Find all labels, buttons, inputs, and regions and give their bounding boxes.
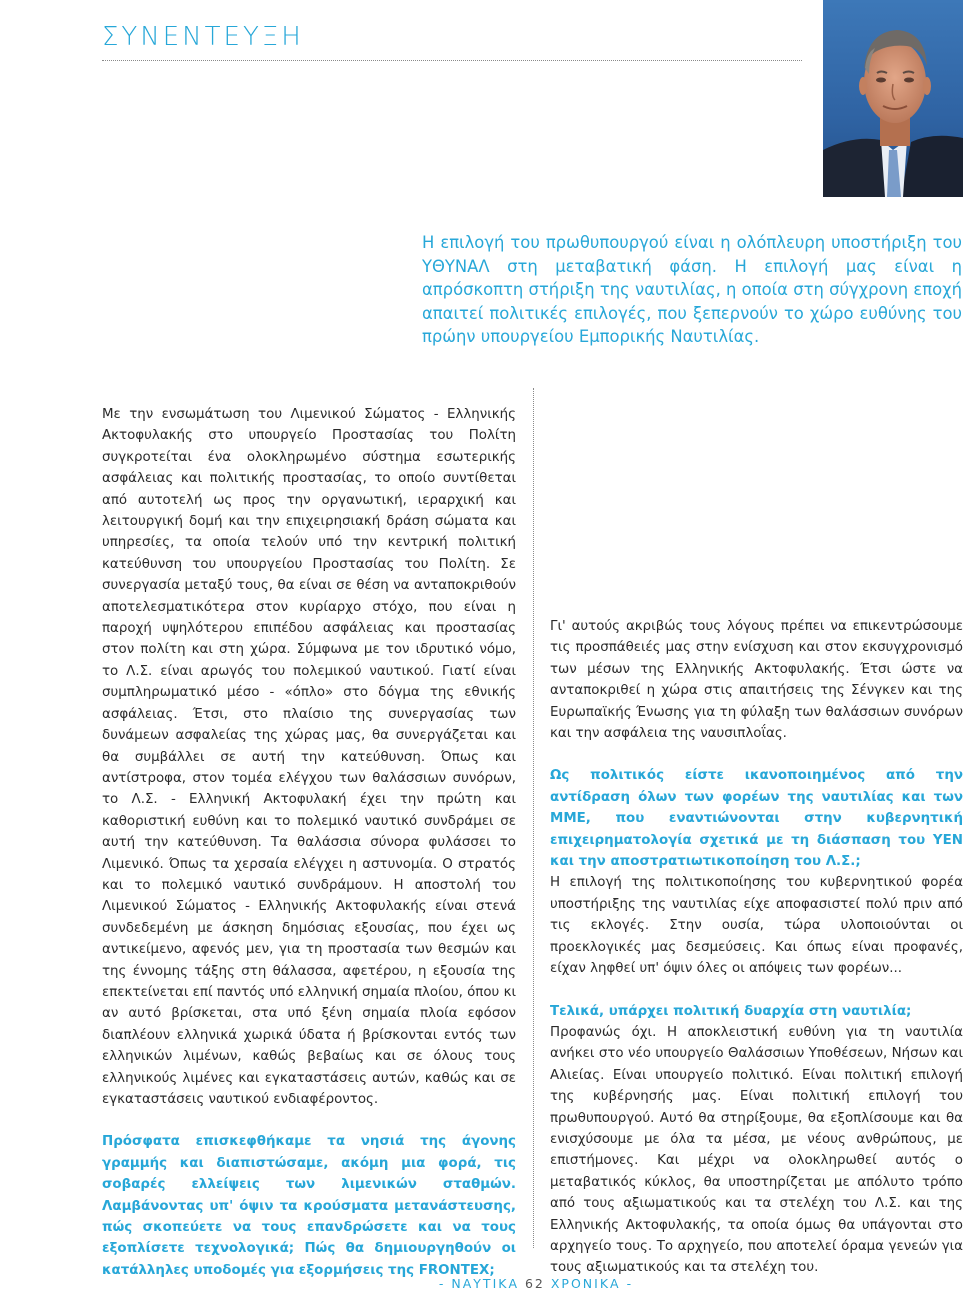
question-paragraph: Ως πολιτικός είστε ικανοποιημένος από την αντίδραση όλων των φορέων της ναυτιλίας και των ΜΜΕ, που εναντιώνονται στην κυβερνητική επιχειρηματολογία σχετικά με τη διάσπαση του ΥΕΝ και την αποστρατιωτικοποίηση του Λ.Σ.; bbox=[550, 768, 963, 870]
answer-paragraph: Με την ενσωμάτωση του Λιμενικού Σώματος - Ελληνικής Ακτοφυλακής στο υπουργείο Προστασίας του Πολίτη συγκροτείται ένα ολοκληρωμένο σύστημα εσωτερικής ασφάλειας και πολιτικής προστασίας, το οποίο συντίθεται από αυτοτελή ως προς την οργανωτική, ιεραρχική και λειτουργική δομή και την επιχειρησιακή δράση σώματα και υπηρεσίες, τα οποία τελούν υπό την κεντρική πολιτική κατεύθυνση του υπουργείου Προστασίας του Πολίτη. Σε συνεργασία μεταξύ τους, θα είναι σε θέση να ανταποκριθούν αποτελεσματικότερα στον κυρίαρχο στόχο, που είναι η παροχή υψηλότερου επιπέδου ασφάλειας και προστασίας στον πολίτη και στη χώρα. Σύμφωνα με τον ιδρυτικό νόμο, το Λ.Σ. είναι αρωγός του πολεμικού ναυτικού. Γιατί είναι συμπληρωματικό μέσο - «όπλο» στο δόγμα της εθνικής ασφάλειας. Έτσι, στο πλαίσιο της συνεργασίας των δυνάμεων ασφαλείας της χώρας μας, θα συνεργάζεται και θα συμβάλλει σε αυτή την κατεύθυνση. Όπως και αντίστροφα, στον τομέα ελέγχου των θαλάσσιων συνόρων, το Λ.Σ. - Ελληνική Ακτοφυλακή έχει την πρώτη και καθοριστική ευθύνη και το πολεμικό ναυτικό συνδράμει σε αυτή την κατεύθυνση. Τα θαλάσσια σύνορα φυλάσσει το Λιμενικό. Όπως τα χερσαία ελέγχει η αστυνομία. Ο στρατός και το πολεμικό ναυτικό συνδράμουν. Η αποστολή του Λιμενικού Σώματος - Ελληνικής Ακτοφυλακής είναι στενά συνδεδεμένη με άσκηση δημόσιας εξουσίας, που έχει ως αντικείμενο, αφενός μεν, για τη προστασία των θεσμών και της έννομης τάξης στη θάλασσα, αφετέρου, η εξουσία της επεκτείνεται επί παντός υπό ελληνική σημαία πλοίου, όπου κι αν αυτό βρίσκεται, στα υπό ξένη σημαία πλοία εφόσον διαπλέουν ελληνικά χωρικά ύδατα ή βρίσκονται εντός των ελληνικών λιμένων, καθώς βεβαίως και σε όλους τους ελληνικούς λιμένες και εγκαταστάσεις αυτών, καθώς και σε εγκαταστάσεις ναυτικού ενδιαφέροντος. bbox=[102, 407, 516, 1107]
interviewee-photo bbox=[823, 0, 963, 197]
footer-suffix: ΧΡΟΝΙΚΑ - bbox=[544, 1276, 634, 1291]
answer-paragraph: Η επιλογή της πολιτικοποίησης του κυβερνητικού φορέα υποστήριξης της ναυτιλίας είχε αποφασιστεί πολύ πριν από τις εκλογές. Στην ουσία, τώρα υλοποιούνται οι προεκλογικές μας δεσμεύσεις. Και όπως είναι προφανές, είχαν ληφθεί υπ' όψιν όλες οι απόψεις των φορέων... bbox=[550, 875, 963, 977]
page-number: 62 bbox=[524, 1276, 545, 1291]
section-title: ΣΥΝΕΝΤΕΥΞΗ bbox=[102, 22, 304, 52]
right-column bbox=[550, 616, 963, 1279]
answer-paragraph: Γι' αυτούς ακριβώς τους λόγους πρέπει να επικεντρώσουμε τις προσπάθειές μας στην ενίσχυση και στον εκσυγχρονισμό των μέσων της Ελληνικής Ακτοφυλακής. Έτσι ώστε να ανταποκριθεί η χώρα στις απαιτήσεις της Σένγκεν και της Ευρωπαϊκής Ένωσης για τη φύλαξη των θαλάσσιων συνόρων και την ασφάλεια της ναυσιπλοΐας. bbox=[550, 619, 963, 742]
left-column bbox=[102, 404, 516, 1281]
header-dotted-rule bbox=[102, 60, 802, 61]
answer-paragraph: Προφανώς όχι. Η αποκλειστική ευθύνη για τη ναυτιλία ανήκει στο νέο υπουργείο Θαλάσσιων Υποθέσεων, Νήσων και Αλιείας. Είναι υπουργείο πολιτικό. Είναι πολιτική επιλογή της κυβέρνησής μας. Είναι πολιτική επιλογή του πρωθυπουργού. Αυτό θα στηρίξουμε, θα εξοπλίσουμε και θα ενισχύσουμε με όλα τα μέσα, με νέους ανθρώπους, με επιστήμονες. Και μέχρι να ολοκληρωθεί αυτός ο μεταβατικός κύκλος, θα υποστηρίζεται με απόλυτο τρόπο από τους αξιωματικούς και τα στελέχη του Λ.Σ. και της Ελληνικής Ακτοφυλακής, τα οποία όμως θα υπάγονται στο αρχηγείο τους. Το αρχηγείο, που αποτελεί όραμα γενεών για τους αξιωματικούς και τα στελέχη του. bbox=[550, 1024, 963, 1276]
column-divider bbox=[533, 388, 534, 1248]
pull-quote: Η επιλογή του πρωθυπουργού είναι η ολόπλευρη υποστήριξη του ΥΘΥΝΑΛ στη μεταβατική φάση. Η επιλογή μας είναι η απρόσκοπτη στήριξη της ναυτιλίας, η οποία στη σύγχρονη εποχή απαιτεί πολιτικές επιλογές, που ξεπερνούν το χώρο ευθύνης του πρώην υπουργείου Εμπορικής Ναυτιλίας. bbox=[422, 233, 962, 347]
question-paragraph: Τελικά, υπάρχει πολιτική δυαρχία στη ναυτιλία; bbox=[550, 1003, 912, 1019]
question-paragraph: Πρόσφατα επισκεφθήκαμε τα νησιά της άγονης γραμμής και διαπιστώσαμε, ακόμη μια φορά, τις σοβαρές ελλείψεις των λιμενικών σταθμών. Λαμβάνοντας υπ' όψιν τα κρούσματα μετανάστευσης, πώς σκοπεύετε να τους επανδρώσετε και να τους εξοπλίσετε τεχνολογικά; Πώς θα δημιουργηθούν οι κατάλληλες υποδομές για εξορμήσεις της FRONTEX; bbox=[102, 1134, 516, 1278]
footer-prefix: - ΝΑΥΤΙΚΑ bbox=[438, 1276, 525, 1291]
page-footer bbox=[0, 1276, 963, 1291]
